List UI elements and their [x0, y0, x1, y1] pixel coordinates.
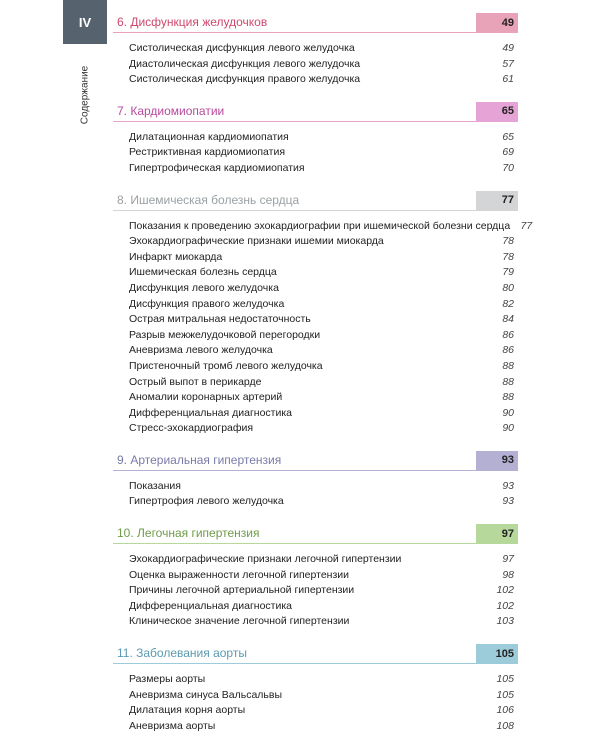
toc-entry-page: 103 [496, 615, 514, 628]
chapter-heading[interactable] [113, 102, 518, 122]
toc-entry[interactable] [113, 359, 518, 375]
toc-entry[interactable] [113, 552, 518, 568]
toc-entry[interactable] [113, 390, 518, 406]
toc-entry-title: Острый выпот в перикарде [129, 375, 262, 388]
chapter-section [113, 102, 518, 177]
toc-entry-page: 69 [502, 146, 514, 159]
toc-entry[interactable] [113, 145, 518, 161]
toc-entry[interactable] [113, 161, 518, 177]
chapter-title: 6. Дисфункция желудочков [117, 15, 268, 29]
toc-entry-title: Систолическая дисфункция правого желудочка [129, 73, 361, 86]
page-number: IV [78, 14, 92, 30]
chapter-page-badge: 65 [476, 102, 518, 121]
chapter-section [113, 644, 518, 734]
toc-entry-title: Систолическая дисфункция левого желудочка [129, 42, 355, 54]
toc-entry-title: Аневризма синуса Вальсальвы [129, 688, 283, 701]
toc-entry-title: Эхокардиографические признаки легочной гипертензии [129, 553, 402, 566]
toc-entry[interactable] [113, 312, 518, 328]
toc-entry[interactable] [113, 130, 518, 146]
toc-entry-title: Размеры аорты [129, 673, 206, 686]
toc-entry[interactable] [113, 265, 518, 281]
toc-entry[interactable] [113, 297, 518, 313]
chapter-title: 11. Заболевания аорты [117, 646, 247, 661]
toc-entry-page: 61 [502, 73, 514, 86]
toc-entry-title: Гипертрофическая кардиомиопатия [129, 161, 305, 174]
toc-entry-title: Аневризма аорты [129, 719, 216, 732]
toc-entry-title: Эхокардиографические признаки ишемии миокарда [129, 235, 384, 248]
toc-entry-title: Показания [129, 479, 181, 492]
toc-entry-title: Дифференциальная диагностика [129, 406, 293, 419]
toc-entry[interactable] [113, 250, 518, 266]
toc-entry-title: Причины легочной артериальной гипертензии [129, 584, 355, 597]
chapter-title: 10. Легочная гипертензия [117, 526, 260, 541]
toc-entry[interactable] [113, 672, 518, 688]
toc-entry-page: 88 [502, 359, 514, 372]
toc-entry-title: Дисфункция левого желудочка [129, 281, 279, 294]
toc-entry-title: Оценка выраженности легочной гипертензии [129, 568, 349, 581]
toc-entry-page: 80 [502, 281, 514, 294]
toc-entry-page: 65 [502, 130, 514, 143]
toc-entry-title: Клиническое значение легочной гипертензии [129, 615, 350, 628]
chapter-heading[interactable] [113, 13, 518, 33]
toc-entry[interactable] [113, 703, 518, 719]
toc-entry-page: 105 [496, 673, 514, 686]
table-of-contents [113, 13, 533, 748]
toc-entry-page: 70 [502, 161, 514, 174]
chapter-section [113, 451, 518, 510]
toc-entry[interactable] [113, 614, 518, 630]
chapter-title: 9. Артериальная гипертензия [117, 452, 282, 467]
toc-entry-page: 49 [502, 42, 514, 54]
toc-entry-title: Стресс-эхокардиография [129, 422, 254, 435]
chapter-section [113, 524, 518, 630]
chapter-page-badge: 77 [476, 191, 518, 210]
toc-entry[interactable] [113, 41, 518, 57]
toc-entry-title: Дифференциальная диагностика [129, 599, 293, 612]
toc-entry-page: 84 [502, 313, 514, 326]
toc-entry-page: 105 [496, 688, 514, 701]
toc-entry-title: Острая митральная недостаточность [129, 313, 311, 326]
toc-entry-title: Гипертрофия левого желудочка [129, 495, 284, 508]
chapter-page-badge: 93 [476, 451, 518, 470]
chapter-page-badge: 97 [476, 524, 518, 543]
toc-entry-title: Разрыв межжелудочковой перегородки [129, 328, 321, 341]
toc-entry-page: 106 [496, 704, 514, 717]
toc-entry[interactable] [113, 406, 518, 422]
toc-entry[interactable] [113, 57, 518, 73]
toc-entry-title: Пристеночный тромб левого желудочка [129, 359, 323, 372]
toc-entry-page: 93 [502, 479, 514, 492]
side-label-text: Содержание [79, 65, 91, 125]
side-label [72, 50, 98, 140]
toc-entry-page: 108 [496, 719, 514, 732]
toc-entry-page: 98 [502, 568, 514, 581]
toc-entry[interactable] [113, 583, 518, 599]
chapter-page-badge: 49 [476, 13, 518, 32]
toc-entry-page: 90 [502, 406, 514, 419]
chapter-section [113, 191, 533, 437]
toc-entry-page: 97 [502, 553, 514, 566]
toc-entry-title: Дилатационная кардиомиопатия [129, 130, 289, 143]
toc-entry[interactable] [113, 281, 518, 297]
toc-entry-title: Показания к проведению эхокардиографии при ишемической болезни сердца [129, 219, 511, 232]
toc-entry-title: Рестриктивная кардиомиопатия [129, 146, 286, 159]
toc-entry-title: Дисфункция правого желудочка [129, 297, 285, 310]
toc-entry[interactable] [113, 568, 518, 584]
toc-entry-page: 93 [502, 495, 514, 508]
toc-entry-title: Диастолическая дисфункция левого желудочка [129, 57, 361, 70]
toc-entry-page: 88 [502, 375, 514, 388]
toc-entry[interactable] [113, 72, 518, 88]
toc-entry[interactable] [113, 688, 518, 704]
chapter-section [113, 13, 518, 88]
toc-entry-page: 77 [520, 219, 533, 232]
toc-entry-title: Дилатация корня аорты [129, 704, 246, 717]
toc-entry[interactable] [113, 479, 518, 495]
toc-entry-title: Аневризма левого желудочка [129, 344, 273, 357]
toc-entry[interactable] [113, 599, 518, 615]
chapter-heading[interactable] [113, 524, 518, 544]
toc-entry-page: 88 [502, 391, 514, 404]
toc-entry[interactable] [113, 219, 533, 235]
toc-entry-page: 57 [502, 57, 514, 70]
toc-entry[interactable] [113, 494, 518, 510]
toc-entry-page: 82 [502, 297, 514, 310]
chapter-heading[interactable] [113, 451, 518, 471]
toc-entry-title: Ишемическая болезнь сердца [129, 266, 277, 279]
toc-entry[interactable] [113, 719, 518, 735]
chapter-heading[interactable] [113, 191, 518, 211]
toc-entry[interactable] [113, 328, 518, 344]
toc-entry-page: 78 [502, 235, 514, 248]
toc-entry-page: 102 [496, 599, 514, 612]
toc-entry[interactable] [113, 234, 518, 250]
chapter-title: 7. Кардиомиопатии [117, 103, 225, 118]
chapter-page-badge: 105 [476, 644, 518, 663]
toc-entry-title: Аномалии коронарных артерий [129, 391, 283, 404]
toc-entry-page: 102 [496, 584, 514, 597]
toc-entry[interactable] [113, 421, 518, 437]
toc-entry-page: 86 [502, 328, 514, 341]
toc-entry-page: 78 [502, 250, 514, 263]
chapter-title: 8. Ишемическая болезнь сердца [117, 192, 300, 207]
page-number-tab [63, 0, 107, 44]
toc-entry-page: 86 [502, 344, 514, 357]
chapter-heading[interactable] [113, 644, 518, 664]
toc-entry[interactable] [113, 343, 518, 359]
toc-entry-title: Инфаркт миокарда [129, 250, 223, 263]
toc-entry-page: 90 [502, 422, 514, 435]
toc-entry-page: 79 [502, 266, 514, 279]
toc-entry[interactable] [113, 375, 518, 391]
